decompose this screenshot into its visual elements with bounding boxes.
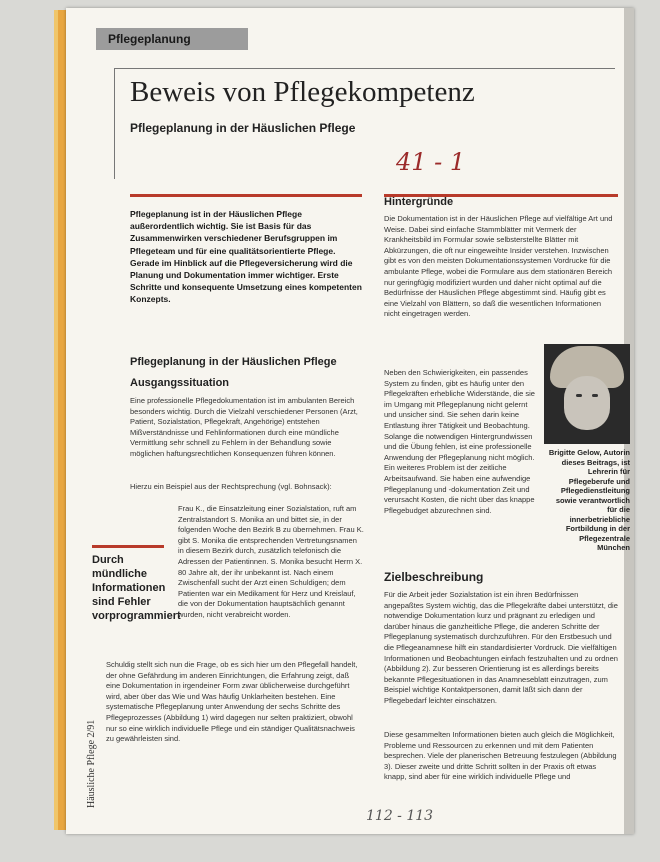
pull-quote: Durch mündliche Informationen sind Fehler vorprogrammiert: [92, 554, 181, 622]
right-heading-1: Hintergründe: [384, 196, 454, 208]
eye-left: [576, 394, 582, 397]
right-para-1: Die Dokumentation ist in der Häuslichen Pflege auf vielfältige Art und Weise. Dabei sind einfache Stammblätter mit Vermerk der Krankheitsbild im Formular sowie selbsterstellte Blätter mit Abkürzungen, die oft nur eingeweihte Insider verstehen. Inzwischen gibt es von den meisten Dokumentationssystemen Vordrucke für die ambulante Pflege, wobei die Formulare aus dem stationären Bereich nur geringfügig modifiziert wurden und daher nicht optimal auf die Bedürfnisse der Häuslichen Pflege abgestimmt sind. Häufig gibt es eine Vielzahl von Blättern, so daß die wesentlichen Informationen nicht eingetragen werden.: [384, 214, 613, 319]
face-shape: [564, 376, 610, 430]
vertical-footer: Häusliche Pflege 2/91: [86, 719, 97, 808]
left-para-2: Hierzu ein Beispiel aus der Rechtsprechung (vgl. Bohnsack):: [130, 482, 332, 491]
page-subtitle: Pflegeplanung in der Häuslichen Pflege: [130, 121, 356, 135]
right-heading-2: Zielbeschreibung: [384, 570, 484, 584]
pull-quote-rule: [92, 545, 164, 548]
left-heading: Pflegeplanung in der Häuslichen Pflege: [130, 356, 337, 368]
right-para-2: Neben den Schwierigkeiten, ein passendes System zu finden, gibt es häufig unter den Pflegekräften erhebliche Widerstände, die sie im Umgang mit Pflegeplanung nicht gelernt und unsicher sind. Sie sehen darin keine Entlastung ihrer Tätigkeit und Beobachtung. Solange die notwendigen Hintergrundwissen und die Übung fehlen, ist eine professionelle Anwendung der Pflegeplanung nicht möglich. Ein weiteres Problem ist der zeitliche Arbeitsaufwand. Sie haben eine aufwendige Pflegeplanung und -dokumentation Zeit und verursacht Kosten, die nicht über das knappe Pflegebudget abzurechnen sind.: [384, 368, 535, 515]
intro-rule: [130, 194, 362, 197]
document-page: [66, 8, 634, 834]
photo-caption: Brigitte Gelow, Autorin dieses Beitrags, ist Lehrerin für Pflegeberufe und Pflegedienstleitung sowie verantwortlich für die innerbetriebliche Fortbildung in der Pflegezentrale München: [548, 448, 630, 552]
eye-right: [592, 394, 598, 397]
left-para-4: Schuldig stellt sich nun die Frage, ob es sich hier um den Pflegefall handelt, der ohne Gefährdung im anderen Einrichtungen, die Erfahrung zeigt, daß eine Dokumentation in irgendeiner Form zwar üblicherweise durchgeführt wird, aber über das Wie und Was häufig Unklarheiten bestehen. Eine systematische Pflegeplanung unter Anwendung der sechs Schritte des Pflegeprozesses (Abbildung 1) wird dagegen nur selten praktiziert, obwohl nur so eine wirklich individuelle Pflege und ein ständiger Qualitätsnachweis zu gewährleisten sind.: [106, 660, 358, 744]
page-number-note: 112 - 113: [366, 808, 434, 824]
left-para-3: Frau K., die Einsatzleitung einer Sozialstation, ruft am Zentralstandort S. Monika an und bittet sie, in der folgenden Woche den Bezirk B zu übernehmen. Frau K. gibt S. Monika die entsprechenden Vertretungsnamen in diesem Bezirk durch, zusätzlich telefonisch die Adressen der Patientinnen. S. Monika besucht Herrn X. 80 Jahre alt, der ihr unbekannt ist. Nach einem Zwischenfall sucht der Arzt einen Schuldigen; dem Patienten war ein Medikament für Herz und Kreislauf, die von der Dokumentation hauptsächlich genannt wurden, nicht verabreicht worden.: [178, 504, 364, 619]
right-para-4: Diese gesammelten Informationen bieten auch gleich die Möglichkeit, Probleme und Ressourcen zu erkennen und mit dem Patienten besprechen. Viele der planerischen Betreuung festzulegen (Abbildung 3). Dieser zweite und dritte Schritt sollten in der Praxis oft etwas knapp, sind aber für eine wirklich individuelle Pflege und: [384, 730, 617, 782]
author-photo: [544, 344, 630, 444]
intro-paragraph: Pflegeplanung ist in der Häuslichen Pflege außerordentlich wichtig. Sie ist Basis für das Zusammenwirken verschiedener Berufsgruppen im Pflegeteam und für eine qualitätsorientierte Pflege. Gerade im Hinblick auf die Pflegeversicherung wird die Planung und Dokumentation immer wichtiger. Erste Schritte und konsequente Umsetzung eines kompetenten Konzepts.: [130, 209, 362, 305]
left-para-1: Eine professionelle Pflegedokumentation ist im ambulanten Bereich besonders wichtig. Durch die Vielzahl verschiedener Personen (Arzt, Patient, Sozialstation, Pflegekraft, Angehörige) entstehen Mißverständnisse und Fehlinformationen durch eine mündliche Vermittlung sehr schnell zu Fehlern in der Behandlung sowie möglichen haftungsrechtlichen Konsequenzen führen können.: [130, 396, 358, 458]
handwritten-note: 41 - 1: [396, 148, 466, 176]
section-label: Pflegeplanung: [96, 28, 248, 50]
page-title: Beweis von Pflegekompetenz: [130, 76, 475, 108]
right-para-3: Für die Arbeit jeder Sozialstation ist ein ihren Bedürfnissen angepaßtes System wichtig, das die Pflegekräfte dabei unterstützt, die notwendige Dokumentation kurz und prägnant zu erledigen und darüber hinaus die ganzheitliche Pflege, die anderen Schritte der Pflegeplanung systematisch durchzuführen. Für den Erstbesuch und die Pflegeanamnese hilft ein standardisierter Vordruck. Die vielfältigen Informationen und Beobachtungen einfach festzuhalten und zu ordnen (Abbildung 2). Zur besseren Orientierung ist es allerdings bereits bekannte Pflegesituationen in das Anamneseblatt einzutragen, zum Beispiel wichtige Kontaktpersonen, damit läßt sich dann der Pflegebedarf leichter einschätzen.: [384, 590, 618, 705]
left-subheading: Ausgangssituation: [130, 377, 230, 389]
